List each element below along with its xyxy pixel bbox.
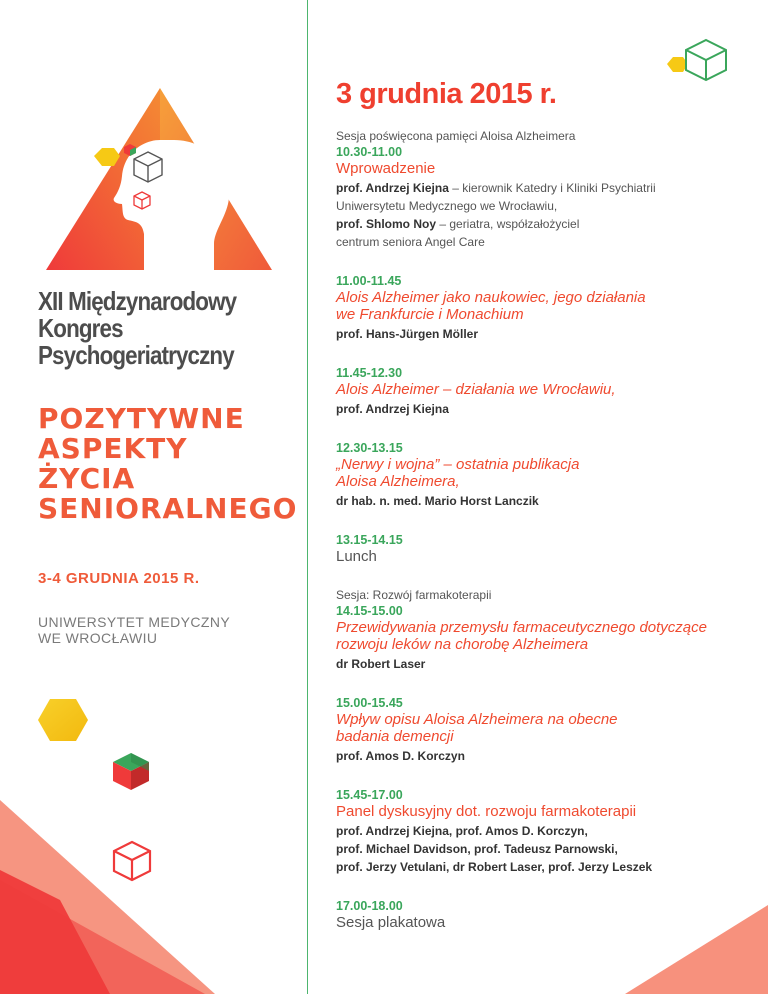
- speaker-line: [336, 747, 756, 765]
- cube-outline-icon: [112, 840, 156, 884]
- session-title: [336, 381, 756, 398]
- session-item: [336, 898, 756, 931]
- speaker-line: [336, 215, 756, 233]
- session-title-line: Lunch: [336, 548, 377, 565]
- session-speakers: [336, 400, 756, 418]
- session-time: 17.00-18.00: [336, 899, 403, 913]
- session-item: [336, 440, 756, 510]
- session-title: [336, 914, 756, 931]
- session-title-line: „Nerwy i wojna” – ostatnia publikacja: [336, 456, 580, 473]
- session-time: 13.15-14.15: [336, 533, 403, 547]
- session-title-line: Panel dyskusyjny dot. rozwoju farmakoterapii: [336, 803, 637, 820]
- speaker-role: Uniwersytetu Medycznego we Wrocławiu,: [336, 199, 558, 213]
- session-speakers: [336, 325, 756, 343]
- speaker-line: [336, 233, 756, 251]
- session-title: [336, 619, 756, 653]
- speaker-name: prof. Amos D. Korczyn: [336, 749, 465, 763]
- cube-outline-icon: [664, 38, 744, 84]
- session-item: [336, 695, 756, 765]
- university-line: UNIWERSYTET MEDYCZNY: [38, 614, 231, 630]
- session-list: [336, 128, 756, 931]
- session-time: 15.45-17.00: [336, 788, 403, 802]
- congress-line: Kongres: [38, 313, 123, 343]
- session-speakers: [336, 179, 756, 251]
- session-time: 11.45-12.30: [336, 366, 403, 380]
- university-name: [38, 614, 238, 646]
- session-title-line: Alois Alzheimer – działania we Wrocławiu,: [336, 381, 616, 398]
- session-title-line: Aloisa Alzheimera,: [336, 473, 460, 490]
- theme-line: ASPEKTY: [38, 432, 188, 465]
- session-title-line: Wprowadzenie: [336, 160, 436, 177]
- session-item: [336, 273, 756, 343]
- speaker-role: centrum seniora Angel Care: [336, 235, 485, 249]
- day-title: 3 grudnia 2015 r.: [336, 78, 557, 110]
- session-time: 10.30-11.00: [336, 145, 403, 159]
- session-title-line: we Frankfurcie i Monachium: [336, 306, 524, 323]
- session-note: Sesja: Rozwój farmakoterapii: [336, 588, 492, 602]
- session-speakers: [336, 822, 756, 876]
- speaker-name: dr hab. n. med. Mario Horst Lanczik: [336, 494, 539, 508]
- session-time: 11.00-11.45: [336, 274, 402, 288]
- speaker-name: prof. Shlomo Noy: [336, 217, 436, 231]
- session-item: [336, 787, 756, 876]
- congress-line: Psychogeriatryczny: [38, 340, 234, 370]
- speaker-name: dr Robert Laser: [336, 657, 426, 671]
- speaker-name: prof. Hans-Jürgen Möller: [336, 327, 479, 341]
- speaker-line: [336, 655, 756, 673]
- university-line: WE WROCŁAWIU: [38, 630, 158, 646]
- speaker-role: – geriatra, współzałożyciel: [436, 217, 580, 231]
- session-title-line: rozwoju leków na chorobę Alzheimera: [336, 636, 589, 653]
- session-title: [336, 160, 756, 177]
- speaker-role: – kierownik Katedry i Kliniki Psychiatrii: [448, 181, 656, 195]
- hexagon-yellow-icon: [88, 140, 168, 200]
- speaker-line: [336, 197, 756, 215]
- session-speakers: [336, 492, 756, 510]
- session-title: [336, 548, 756, 565]
- cube-color-icon: [112, 752, 152, 792]
- speaker-line: [336, 858, 756, 876]
- session-time: 14.15-15.00: [336, 604, 403, 618]
- session-title-line: badania demencji: [336, 728, 454, 745]
- event-dates: 3-4 GRUDNIA 2015 R.: [38, 570, 200, 587]
- speaker-line: [336, 325, 756, 343]
- speaker-line: [336, 822, 756, 840]
- theme-line: ŻYCIA: [38, 462, 136, 495]
- session-item: [336, 365, 756, 418]
- hexagon-yellow-icon: [36, 696, 92, 744]
- session-time: 12.30-13.15: [336, 441, 403, 455]
- speaker-name: prof. Andrzej Kiejna, prof. Amos D. Korczyn,: [336, 824, 588, 838]
- session-title: [336, 289, 756, 323]
- session-title: [336, 711, 756, 745]
- speaker-line: [336, 492, 756, 510]
- speaker-name: prof. Andrzej Kiejna: [336, 181, 449, 195]
- session-speakers: [336, 747, 756, 765]
- session-note: Sesja poświęcona pamięci Aloisa Alzheimera: [336, 129, 576, 143]
- session-title-line: Wpływ opisu Aloisa Alzheimera na obecne: [336, 711, 618, 728]
- session-speakers: [336, 655, 756, 673]
- session-item: [336, 587, 756, 673]
- session-title: [336, 803, 756, 820]
- session-time: 15.00-15.45: [336, 696, 403, 710]
- congress-title: [38, 288, 262, 369]
- session-title-line: Przewidywania przemysłu farmaceutycznego dotyczące: [336, 619, 707, 636]
- session-title-line: Alois Alzheimer jako naukowiec, jego działania: [336, 289, 646, 306]
- congress-line: XII Międzynarodowy: [38, 286, 237, 316]
- session-item: [336, 532, 756, 565]
- theme-line: POZYTYWNE: [38, 402, 245, 435]
- session-title: [336, 456, 756, 490]
- session-title-line: Sesja plakatowa: [336, 914, 446, 931]
- theme-title: [38, 404, 318, 524]
- speaker-name: prof. Jerzy Vetulani, dr Robert Laser, prof. Jerzy Leszek: [336, 860, 653, 874]
- speaker-line: [336, 179, 756, 197]
- speaker-line: [336, 400, 756, 418]
- speaker-name: prof. Michael Davidson, prof. Tadeusz Parnowski,: [336, 842, 618, 856]
- speaker-name: prof. Andrzej Kiejna: [336, 402, 449, 416]
- theme-line: SENIORALNEGO: [38, 492, 298, 525]
- speaker-line: [336, 840, 756, 858]
- session-item: [336, 128, 756, 251]
